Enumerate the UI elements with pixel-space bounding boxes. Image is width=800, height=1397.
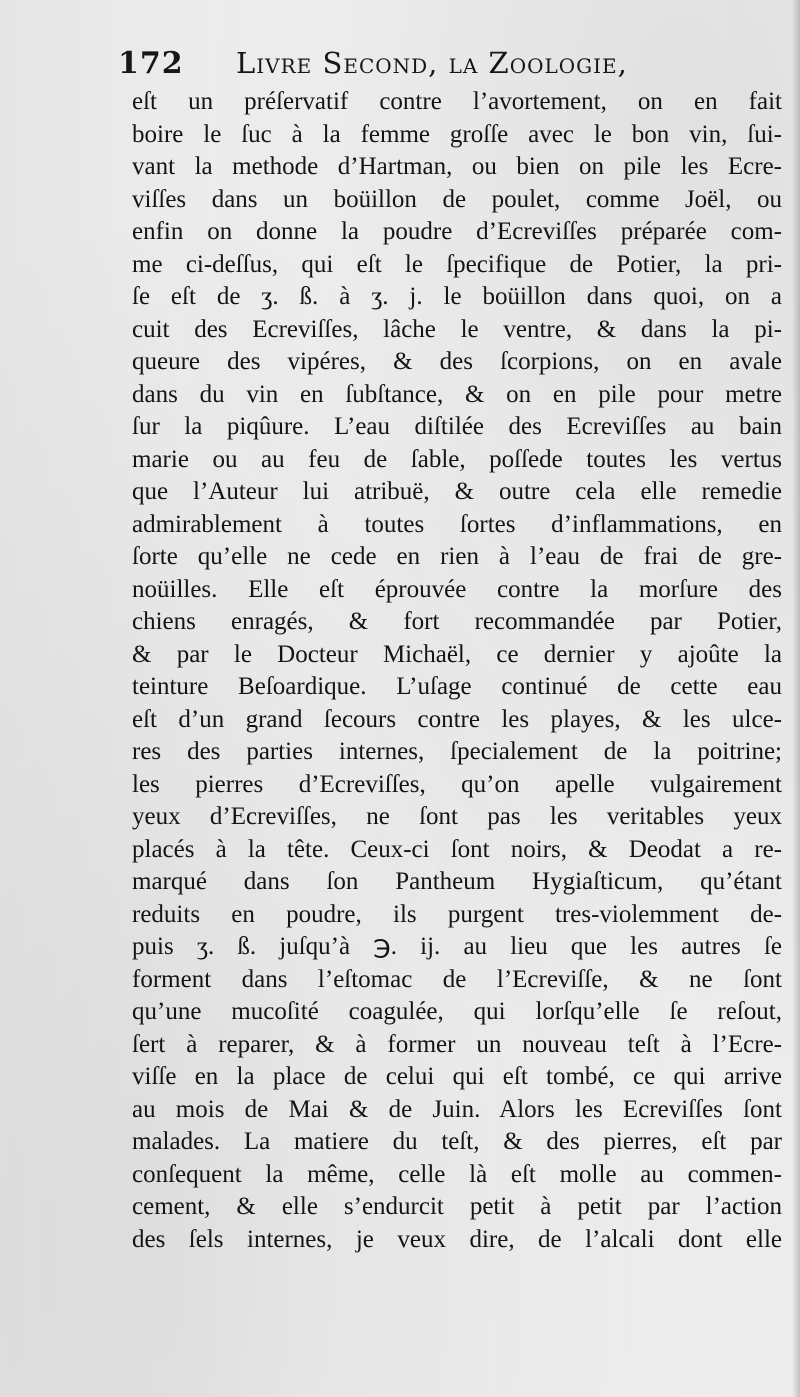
text-line: cement, & elle s’endurcit petit à petit par l’action: [132, 1193, 782, 1220]
text-line: res des parties internes, ſpecialement de la poitrine;: [132, 738, 782, 765]
text-line: marie ou au feu de ſable, poſſede toutes les vertus: [132, 445, 782, 473]
text-line: yeux d’Ecreviſſes, ne ſont pas les veritables yeux: [132, 803, 782, 830]
text-line: marqué dans ſon Pantheum Hygiaſticum, qu’étant: [132, 868, 782, 895]
text-line: teinture Beſoardique. L’uſage continué de cette eau: [132, 673, 782, 700]
text-line: conſequent la même, celle là eſt molle au commen-: [132, 1160, 782, 1188]
text-line: puis ʒ. ß. juſqu’à ℈. ij. au lieu que les autres ſe: [132, 933, 782, 960]
page-number: 172: [118, 46, 184, 81]
text-line: eſt d’un grand ſecours contre les playes, & les ulce-: [132, 705, 782, 733]
text-line: les pierres d’Ecreviſſes, qu’on apelle vulgairement: [132, 770, 782, 798]
text-line: vant la methode d’Hartman, ou bien on pile les Ecre-: [132, 153, 782, 180]
text-line: reduits en poudre, ils purgent tres-violemment de-: [132, 900, 782, 928]
text-line: chiens enragés, & fort recommandée par Potier,: [132, 608, 782, 635]
text-line: noüilles. Elle eſt éprouvée contre la morſure des: [132, 575, 782, 603]
text-line: ſur la piqûure. L’eau diſtilée des Ecreviſſes au bain: [132, 413, 782, 440]
text-line: qu’une mucoſité coagulée, qui lorſqu’elle ſe reſout,: [132, 998, 782, 1025]
text-line: malades. La matiere du teſt, & des pierres, eſt par: [132, 1128, 782, 1155]
text-line: des ſels internes, je veux dire, de l’alcali dont elle: [132, 1225, 782, 1253]
text-line: dans du vin en ſubſtance, & on en pile pour metre: [132, 380, 782, 408]
text-line: cuit des Ecreviſſes, lâche le ventre, & dans la pi-: [132, 315, 782, 343]
text-line: au mois de Mai & de Juin. Alors les Ecreviſſes ſont: [132, 1095, 782, 1123]
page-gutter-shadow: [792, 0, 800, 1397]
running-title: Livre Second, la Zoologie,: [236, 46, 628, 80]
text-line: placés à la tête. Ceux-ci ſont noirs, & Deodat a re-: [132, 835, 782, 863]
text-line: enfin on donne la poudre d’Ecreviſſes préparée com-: [132, 218, 782, 245]
text-line: forment dans l’eſtomac de l’Ecreviſſe, & ne ſont: [132, 965, 782, 993]
text-line: queure des vipéres, & des ſcorpions, on en avale: [132, 348, 782, 375]
text-line: ſert à reparer, & à former un nouveau teſt à l’Ecre-: [132, 1030, 782, 1058]
body-text: [132, 86, 782, 1256]
text-line: boire le ſuc à la femme groſſe avec le bon vin, ſui-: [132, 120, 782, 148]
text-line: me ci-deſſus, qui eſt le ſpecifique de Potier, la pri-: [132, 250, 782, 278]
text-line: ſe eſt de ʒ. ß. à ʒ. j. le boüillon dans quoi, on a: [132, 283, 782, 310]
text-line: que l’Auteur lui atribuë, & outre cela elle remedie: [132, 478, 782, 505]
running-header: [118, 42, 718, 86]
text-line: viſſe en la place de celui qui eſt tombé, ce qui arrive: [132, 1063, 782, 1090]
text-line: admirablement à toutes ſortes d’inflammations, en: [132, 510, 782, 538]
text-line: ſorte qu’elle ne cede en rien à l’eau de frai de gre-: [132, 543, 782, 570]
text-line: eſt un préſervatif contre l’avortement, on en fait: [132, 88, 782, 115]
text-line: viſſes dans un boüillon de poulet, comme Joël, ou: [132, 185, 782, 213]
text-line: & par le Docteur Michaël, ce dernier y ajoûte la: [132, 640, 782, 668]
